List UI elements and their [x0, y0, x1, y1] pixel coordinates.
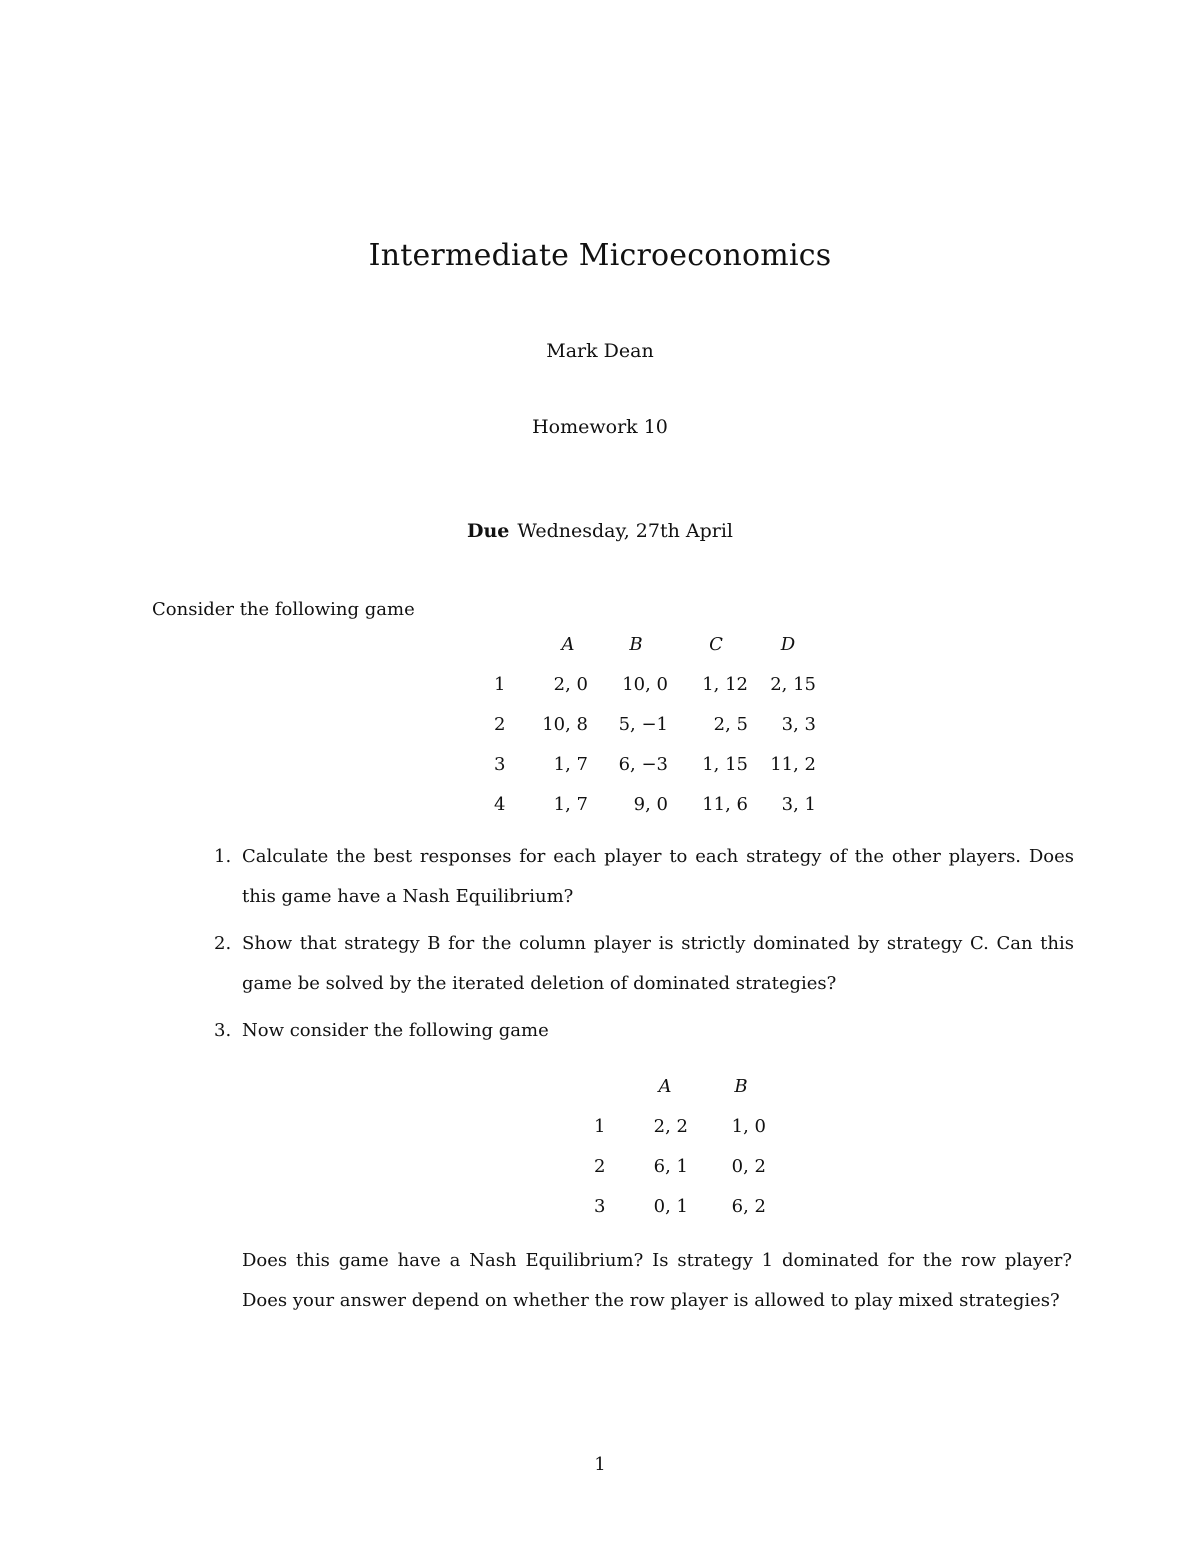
- game1-cell: 11, 2: [770, 753, 816, 775]
- game1-col-header: D: [780, 633, 796, 655]
- game1-row-label: 3: [494, 753, 506, 775]
- game1-cell: 2, 0: [553, 673, 588, 695]
- game2-cell: 6, 1: [653, 1155, 688, 1177]
- game2-row: [590, 1106, 766, 1146]
- game1-row-label: 1: [494, 673, 506, 695]
- game1-payoff-matrix: [486, 624, 816, 824]
- question-number: 1.: [214, 846, 232, 867]
- question-number: 2.: [214, 933, 232, 954]
- game2-cell: 1, 0: [731, 1115, 766, 1137]
- game1-col-header: C: [709, 633, 723, 655]
- question-text: Now consider the following game: [242, 1020, 549, 1041]
- game2-cell: 6, 2: [731, 1195, 766, 1217]
- question-3: [214, 1011, 1074, 1051]
- game1-row-label: 4: [494, 793, 506, 815]
- game2-cell: 0, 1: [653, 1195, 688, 1217]
- due-label: Due: [467, 520, 510, 542]
- game1-cell: 1, 12: [702, 673, 748, 695]
- game2-row-label: 1: [594, 1115, 606, 1137]
- game1-cell: 10, 0: [622, 673, 668, 695]
- game1-row-label: 2: [494, 713, 506, 735]
- question-text: Show that strategy B for the column player is strictly dominated by strategy C. Can this game be solved by the iterated deletion of dominated strategies?: [242, 933, 1074, 994]
- game1-cell: 6, −3: [618, 753, 668, 775]
- game1-col-header: A: [561, 633, 575, 655]
- game2-cell: 0, 2: [731, 1155, 766, 1177]
- game1-cell: 2, 15: [770, 673, 816, 695]
- question-3-followup: Does this game have a Nash Equilibrium? Is strategy 1 dominated for the row player? Does your answer depend on whether the row player is allowed to play mixed strategies?: [242, 1250, 1072, 1311]
- game1-row: [486, 744, 816, 784]
- game1-cell: 5, −1: [618, 713, 668, 735]
- game1-row: [486, 704, 816, 744]
- game1-row: [486, 664, 816, 704]
- game2-col-header: B: [734, 1075, 748, 1097]
- game1-cell: 10, 8: [542, 713, 588, 735]
- game1-corner: [486, 624, 528, 664]
- intro-text: Consider the following game: [152, 599, 415, 620]
- game1-cell: 1, 15: [702, 753, 748, 775]
- game1-row: [486, 784, 816, 824]
- game1-cell: 3, 3: [781, 713, 816, 735]
- game1-cell: 1, 7: [553, 793, 588, 815]
- due-date: Wednesday, 27th April: [517, 520, 733, 542]
- game1-cell: 2, 5: [713, 713, 748, 735]
- page-number: 1: [594, 1454, 606, 1475]
- game1-cell: 3, 1: [781, 793, 816, 815]
- game2-header-row: [590, 1066, 766, 1106]
- game1-header-row: [486, 624, 816, 664]
- game2-row: [590, 1146, 766, 1186]
- game2-payoff-matrix: [590, 1066, 766, 1226]
- question-number: 3.: [214, 1020, 232, 1041]
- game2-row: [590, 1186, 766, 1226]
- question-1: [214, 837, 1074, 917]
- document-title: Intermediate Microeconomics: [368, 238, 832, 273]
- author-name: Mark Dean: [546, 340, 654, 362]
- question-text: Calculate the best responses for each player to each strategy of the other players. Does this game have a Nash Equilibrium?: [242, 846, 1074, 907]
- game2-corner: [590, 1066, 616, 1106]
- game2-col-header: A: [658, 1075, 672, 1097]
- game2-row-label: 2: [594, 1155, 606, 1177]
- question-2: [214, 924, 1074, 1004]
- game2-cell: 2, 2: [653, 1115, 688, 1137]
- due-line: [0, 520, 1200, 542]
- homework-label: Homework 10: [532, 416, 668, 438]
- game1-cell: 1, 7: [553, 753, 588, 775]
- game2-row-label: 3: [594, 1195, 606, 1217]
- game1-col-header: B: [629, 633, 643, 655]
- game1-cell: 11, 6: [702, 793, 748, 815]
- game1-cell: 9, 0: [633, 793, 668, 815]
